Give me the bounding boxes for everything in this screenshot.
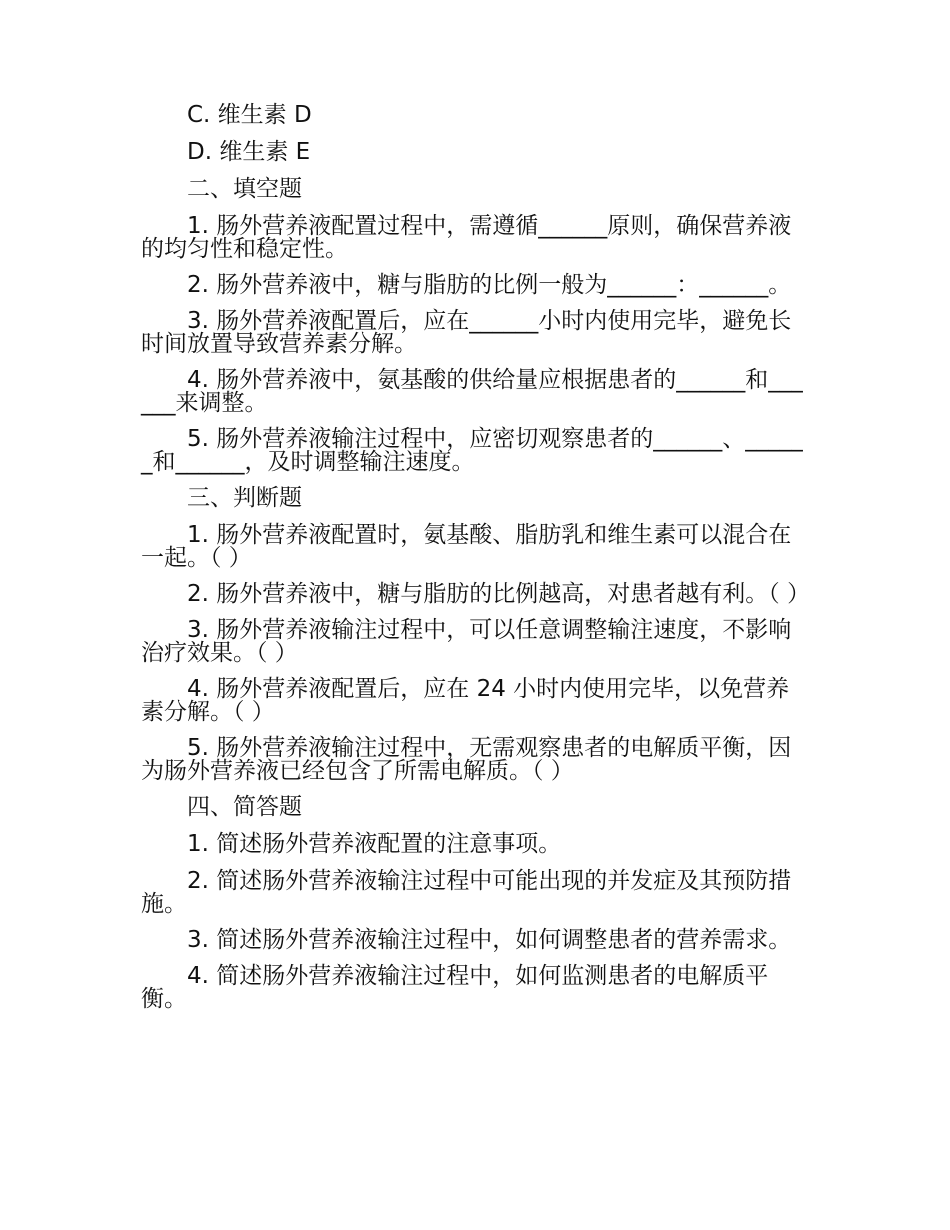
section-heading-fill-in: 二、填空题 bbox=[187, 176, 302, 202]
short-answer-question-4: 4. 简述肠外营养液输注过程中，如何监测患者的电解质平衡。 bbox=[141, 963, 769, 1012]
choice-option-c: C. 维生素 D bbox=[187, 102, 312, 128]
fill-in-question-3: 3. 肠外营养液配置后，应在______小时内使用完毕，避免长时间放置导致营养素分解。 bbox=[141, 308, 792, 357]
section-heading-short-answer: 四、简答题 bbox=[187, 794, 302, 820]
fill-in-question-1: 1. 肠外营养液配置过程中，需遵循______原则，确保营养液的均匀性和稳定性。 bbox=[141, 213, 792, 262]
fill-in-question-5: 5. 肠外营养液输注过程中，应密切观察患者的______、______和______，及时调整输注速度。 bbox=[141, 426, 803, 475]
true-false-question-3: 3. 肠外营养液输注过程中，可以任意调整输注速度，不影响治疗效果。（ ） bbox=[141, 617, 792, 666]
short-answer-question-3: 3. 简述肠外营养液输注过程中，如何调整患者的营养需求。 bbox=[187, 927, 792, 953]
true-false-question-5: 5. 肠外营养液输注过程中，无需观察患者的电解质平衡，因为肠外营养液已经包含了所需电解质。（ ） bbox=[141, 735, 792, 784]
short-answer-question-1: 1. 简述肠外营养液配置的注意事项。 bbox=[187, 831, 562, 857]
choice-option-d: D. 维生素 E bbox=[187, 139, 311, 165]
true-false-question-4: 4. 肠外营养液配置后，应在 24 小时内使用完毕，以免营养素分解。（ ） bbox=[141, 676, 790, 725]
fill-in-question-2: 2. 肠外营养液中，糖与脂肪的比例一般为______：______。 bbox=[187, 272, 792, 298]
true-false-question-1: 1. 肠外营养液配置时，氨基酸、脂肪乳和维生素可以混合在一起。（ ） bbox=[141, 522, 792, 571]
fill-in-question-4: 4. 肠外营养液中，氨基酸的供给量应根据患者的______和______来调整。 bbox=[141, 367, 803, 416]
section-heading-true-false: 三、判断题 bbox=[187, 485, 302, 511]
true-false-question-2: 2. 肠外营养液中，糖与脂肪的比例越高，对患者越有利。（ ） bbox=[187, 581, 811, 607]
short-answer-question-2: 2. 简述肠外营养液输注过程中可能出现的并发症及其预防措施。 bbox=[141, 868, 792, 917]
